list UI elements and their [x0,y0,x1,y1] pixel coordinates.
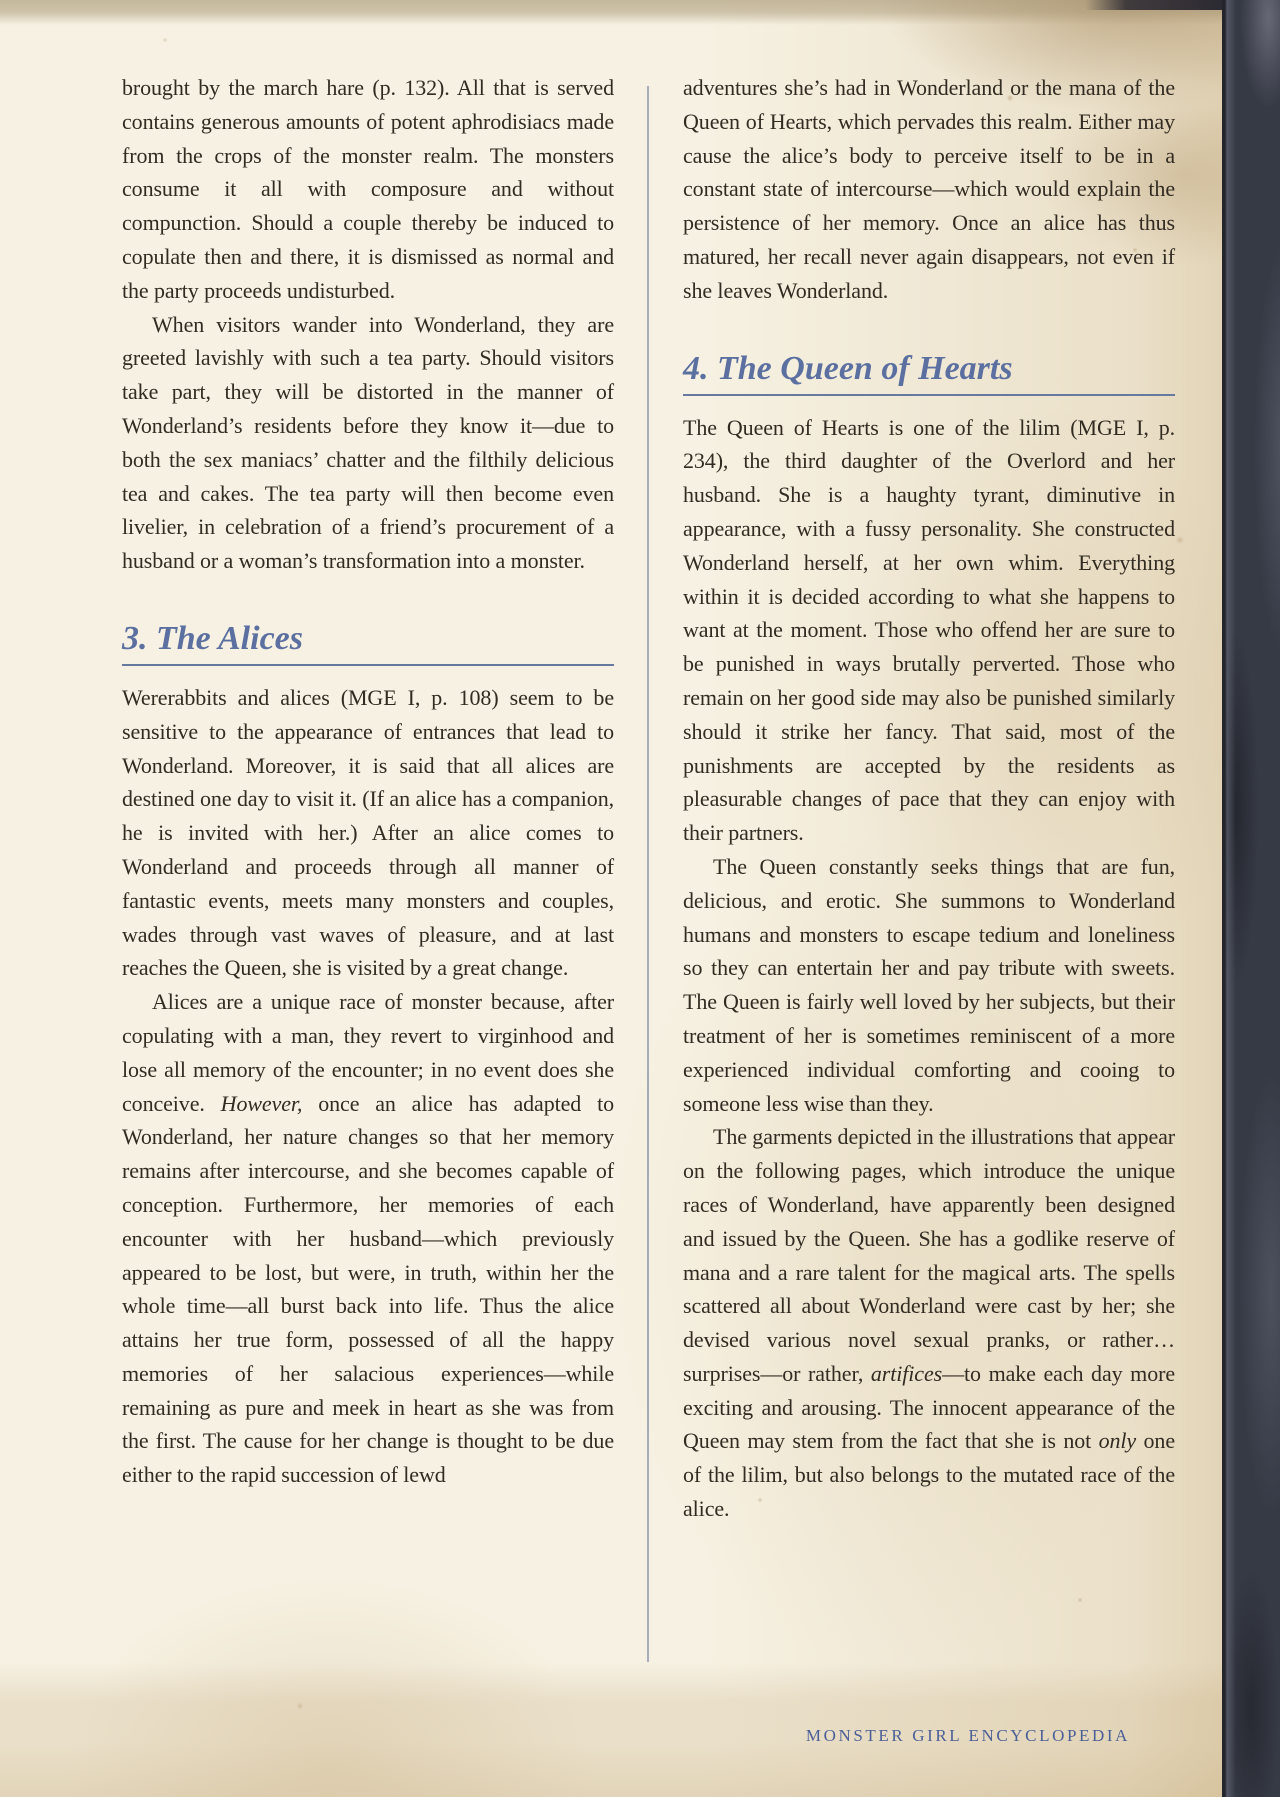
running-footer: MONSTER GIRL ENCYCLOPEDIA [805,1726,1130,1745]
paragraph: The Queen constantly seeks things that are fun, delicious, and erotic. She summons to Wonderland humans and monsters to escape tedium and loneliness so they can entertain her and pay tribute with sweets. The Queen is fairly well loved by her subjects, but their treatment of her is sometimes reminiscent of a more experienced individual comforting and cooing to someone less wise than they. [683,853,1175,1116]
section-heading: 4. The Queen of Hearts [683,351,1175,396]
paragraph: When visitors wander into Wonderland, they are greeted lavishly with such a tea party. Should visitors take part, they will be distorted in the manner of Wonderland’s residents before they know it—due to both the sex maniacs’ chatter and the filthily delicious tea and cakes. The tea party will then become even livelier, in celebration of a friend’s procurement of a husband or a woman’s transformation into a monster. [122,311,614,574]
top-edge-shadow [1085,0,1222,10]
paragraph: The Queen of Hearts is one of the lilim (MGE I, p. 234), the third daughter of the Overlord and her husband. She is a haughty tyrant, diminutive in appearance, with a fussy personality. She constructed Wonderland herself, at her own whim. Everything within it is decided according to what she happens to want at the moment. Those who offend her are sure to be punished in ways brutally perverted. Those who remain on her good side may also be punished similarly should it strike her fancy. That said, most of the punishments are accepted by the residents as pleasurable changes of pace that they can enjoy with their partners. [683,414,1175,846]
paragraph: The garments depicted in the illustrations that appear on the following pages, which introduce the unique races of Wonderland, have apparently been designed and issued by the Queen. She has a godlike reserve of mana and a rare talent for the magical arts. The spells scattered all about Wonderland were cast by her; she devised various novel sexual pranks, or rather…surprises—or rather, artifices—to make each day more exciting and arousing. The innocent appearance of the Queen may stem from the fact that she is not only one of the lilim, but also belongs to the mutated race of the alice. [683,1124,1175,1522]
paragraph: Alices are a unique race of monster because, after copulating with a man, they revert to virginhood and lose all memory of the encounter; in no event does she conceive. However, once an alice has adapted to Wonderland, her nature changes so that her memory remains after intercourse, and she becomes capable of conception. Furthermore, her memories of each encounter with her husband—which previously appeared to be lost, but were, in truth, within her the whole time—all burst back into life. Thus the alice attains her true form, possessed of all the happy memories of her salacious experiences—while remaining as pure and meek in heart as she was from the first. The cause for her change is thought to be due either to the rapid succession of lewd [122,989,614,1488]
left-column [122,71,614,1492]
right-column [683,71,1175,1526]
paragraph: Wererabbits and alices (MGE I, p. 108) seem to be sensitive to the appearance of entrances that lead to Wonderland. Moreover, it is said that all alices are destined one day to visit it. (If an alice has a companion, he is invited with her.) After an alice comes to Wonderland and proceeds through all manner of fantastic events, meets many monsters and couples, wades through vast waves of pleasure, and at last reaches the Queen, she is visited by a great change. [122,684,614,981]
paragraph: adventures she’s had in Wonderland or the mana of the Queen of Hearts, which pervades this realm. Either may cause the alice’s body to perceive itself to be in a constant state of intercourse—which would explain the persistence of her memory. Once an alice has thus matured, her recall never again disappears, not even if she leaves Wonderland. [683,75,1175,303]
column-divider [647,86,649,1662]
paragraph: brought by the march hare (p. 132). All that is served contains generous amounts of potent aphrodisiacs made from the crops of the monster realm. The monsters consume it all with composure and without compunction. Should a couple thereby be induced to copulate then and there, it is dismissed as normal and the party proceeds undisturbed. [122,75,614,303]
section-heading: 3. The Alices [122,621,614,666]
book-edge-texture [1222,0,1280,1797]
